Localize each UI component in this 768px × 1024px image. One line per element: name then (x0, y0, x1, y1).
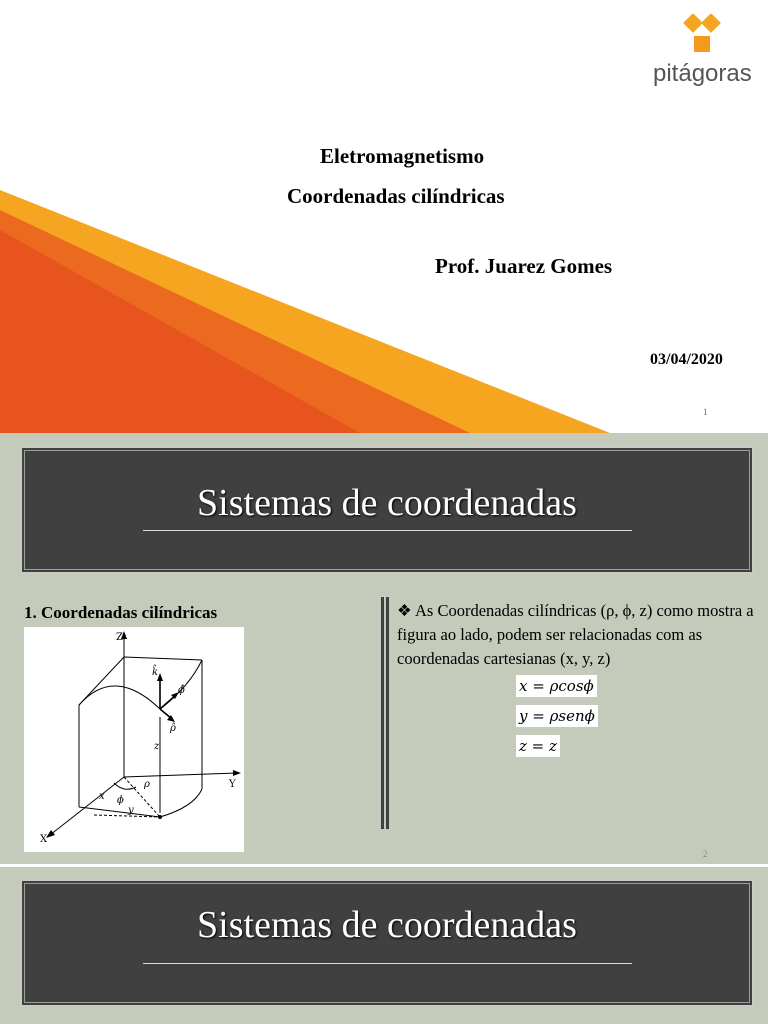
content-slide (0, 867, 768, 1024)
phi-label: ϕ (117, 795, 124, 806)
logo-wordmark: pitágoras (653, 60, 752, 87)
divider-bar (386, 597, 389, 829)
section-heading: 1. Coordenadas cilíndricas (24, 603, 218, 622)
course-title: Eletromagnetismo (320, 144, 485, 168)
equation-z: z = z (516, 735, 560, 757)
topic-title: Coordenadas cilíndricas (287, 184, 505, 208)
content-slide (0, 433, 768, 864)
phi-hat-label: ϕ̂ (178, 685, 185, 696)
title-banner (20, 446, 754, 574)
title-slide (0, 0, 768, 433)
y-label: y (128, 805, 134, 816)
diamond-bullet-icon: ❖ (397, 601, 412, 620)
title-banner (20, 879, 754, 1007)
slide-title: Sistemas de coordenadas (197, 482, 577, 524)
k-hat-label: k̂ (152, 667, 159, 678)
equation-x: x = ρcosϕ (516, 675, 597, 697)
title-underline (143, 530, 632, 531)
x-axis-label: X (40, 834, 48, 845)
rho-label: ρ (144, 779, 150, 790)
rho-hat-label: ρ̂ (170, 723, 176, 734)
slide-title: Sistemas de coordenadas (197, 904, 577, 946)
z-axis-label: Z (116, 632, 123, 643)
y-axis-label: Y (229, 779, 236, 790)
bullet-paragraph (397, 599, 767, 671)
logo-mark-icon (652, 14, 756, 64)
professor-name: Prof. Juarez Gomes (435, 254, 613, 278)
page-number: 2 (703, 849, 708, 859)
divider-bar (381, 597, 384, 829)
presentation-date: 03/04/2020 (650, 351, 723, 368)
x-label: x (99, 791, 105, 802)
equation-y: y = ρsenϕ (516, 705, 598, 727)
title-underline (143, 963, 632, 964)
cylindrical-coordinates-figure (24, 627, 244, 852)
page-number: 1 (703, 407, 708, 417)
z-label: z (154, 741, 160, 752)
bullet-text: As Coordenadas cilíndricas (ρ, ϕ, z) como mostra a figura ao lado, podem ser relacionadas com as coordenadas cartesianas (x, y, z) (397, 601, 754, 668)
